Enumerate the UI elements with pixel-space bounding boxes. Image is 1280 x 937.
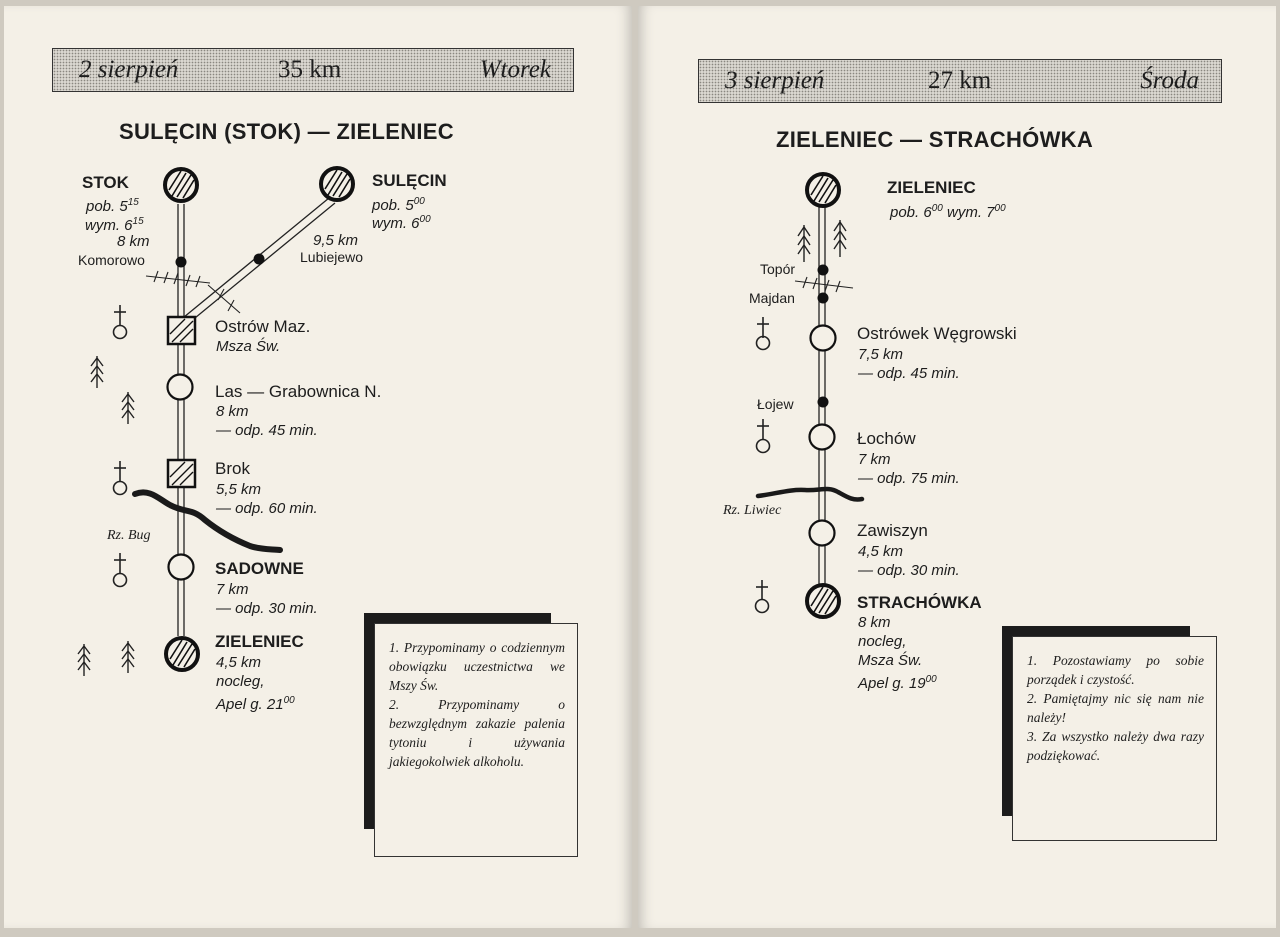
topor-dot [818,265,829,276]
right-zieleniec-times: pob. $6^{00}$ wym. $7^{00}$ [890,203,1006,221]
right-weekday: Środa [1140,67,1199,94]
komorowo-label: Komorowo [78,252,145,268]
zawiszyn-stop-icon [810,521,835,546]
zieleniec-name: ZIELENIEC [215,632,304,651]
majdan-dot [818,293,829,304]
lochow-distance: 7 km [858,451,891,468]
ostrowek-distance: 7,5 km [858,346,904,363]
church-icon [757,419,770,453]
right-date: 3 sierpień [725,67,825,94]
zawiszyn-name: Zawiszyn [857,521,928,540]
stok-name: STOK [82,173,129,192]
lochow-name: Łochów [857,429,916,448]
right-note-line-1: 1. Pozostawiamy po sobie porządek i czystość. [1027,653,1204,687]
left-distance: 35 km [278,56,342,83]
sulecin-name: SULĘCIN [372,171,447,190]
strachowka-name: STRACHÓWKA [857,593,982,612]
strachowka-roll-call: Apel g. $19^{00}$ [858,674,937,692]
sadowne-name: SADOWNE [215,559,304,578]
right-distance: 27 km [928,67,992,94]
lochow-rest: — odp. 75 min. [858,470,960,487]
forest-icon [798,225,810,262]
lochow-stop-icon [810,425,835,450]
lojew-label: Łojew [757,396,794,412]
zieleniec-roll-call: Apel g. $21^{00}$ [216,695,295,713]
left-note-line-1: 1. Przypominamy o codziennym obowiązku uczestnictwa we Mszy Św. [389,640,565,693]
sadowne-distance: 7 km [216,581,249,598]
ostrowek-rest: — odp. 45 min. [858,365,960,382]
left-note-line-2: 2. Przypominamy o bezwzględnym zakazie palenia tytoniu i używania jakiegokolwiek alkoholu. [389,697,565,769]
river-liwiec-label: Rz. Liwiec [723,503,782,518]
zawiszyn-distance: 4,5 km [858,543,904,560]
majdan-label: Majdan [749,290,795,306]
las-rest: — odp. 45 min. [216,422,318,439]
right-route-title: ZIELENIEC — STRACHÓWKA [776,127,1094,152]
lojew-dot [818,397,829,408]
zawiszyn-rest: — odp. 30 min. [858,562,960,579]
railway-crossing-icon [795,277,853,292]
lubiejewo-label: Lubiejewo [300,249,364,265]
zieleniec-start-terminal-icon [807,174,839,206]
right-reminder-note [1012,636,1217,841]
right-note-line-2: 2. Pamiętajmy nic się nam nie należy! [1027,691,1204,725]
strachowka-terminal-icon [807,585,839,617]
strachowka-overnight: nocleg, [858,633,907,650]
brok-rest: — odp. 60 min. [216,500,318,517]
brok-name: Brok [215,459,250,478]
forest-icon [834,220,846,257]
strachowka-mass: Msza Św. [858,652,923,669]
las-name: Las — Grabownica N. [215,382,382,401]
church-icon [757,317,770,350]
strachowka-distance: 8 km [858,614,891,631]
sulecin-distance: 9,5 km [313,232,359,249]
right-note-line-3: 3. Za wszystko należy dwa razy podziękować. [1027,729,1204,763]
left-date: 2 sierpień [79,56,179,83]
ostrowek-stop-icon [811,326,836,351]
sulecin-departure-time: wym. $6^{00}$ [372,214,431,232]
topor-label: Topór [760,261,796,277]
stok-departure: pob. $5^{15}$ [86,197,139,215]
zieleniec-distance: 4,5 km [216,654,262,671]
stok-departure-time: wym. $6^{15}$ [85,216,144,234]
ostrow-mass: Msza Św. [216,338,281,355]
river-liwiec-line [758,489,862,500]
zieleniec-overnight: nocleg, [216,673,265,690]
ostrowek-name: Ostrówek Węgrowski [857,324,1017,343]
river-bug-label: Rz. Bug [107,528,151,543]
left-route-title: SULĘCIN (STOK) — ZIELENIEC [119,119,454,144]
sadowne-rest: — odp. 30 min. [216,600,318,617]
las-distance: 8 km [216,403,249,420]
left-weekday: Wtorek [479,56,551,83]
stok-distance: 8 km [117,233,150,250]
church-icon [756,580,769,613]
sulecin-departure: pob. $5^{00}$ [372,196,425,214]
brok-distance: 5,5 km [216,481,262,498]
ostrow-name: Ostrów Maz. [215,317,311,336]
right-zieleniec-name: ZIELENIEC [887,178,976,197]
